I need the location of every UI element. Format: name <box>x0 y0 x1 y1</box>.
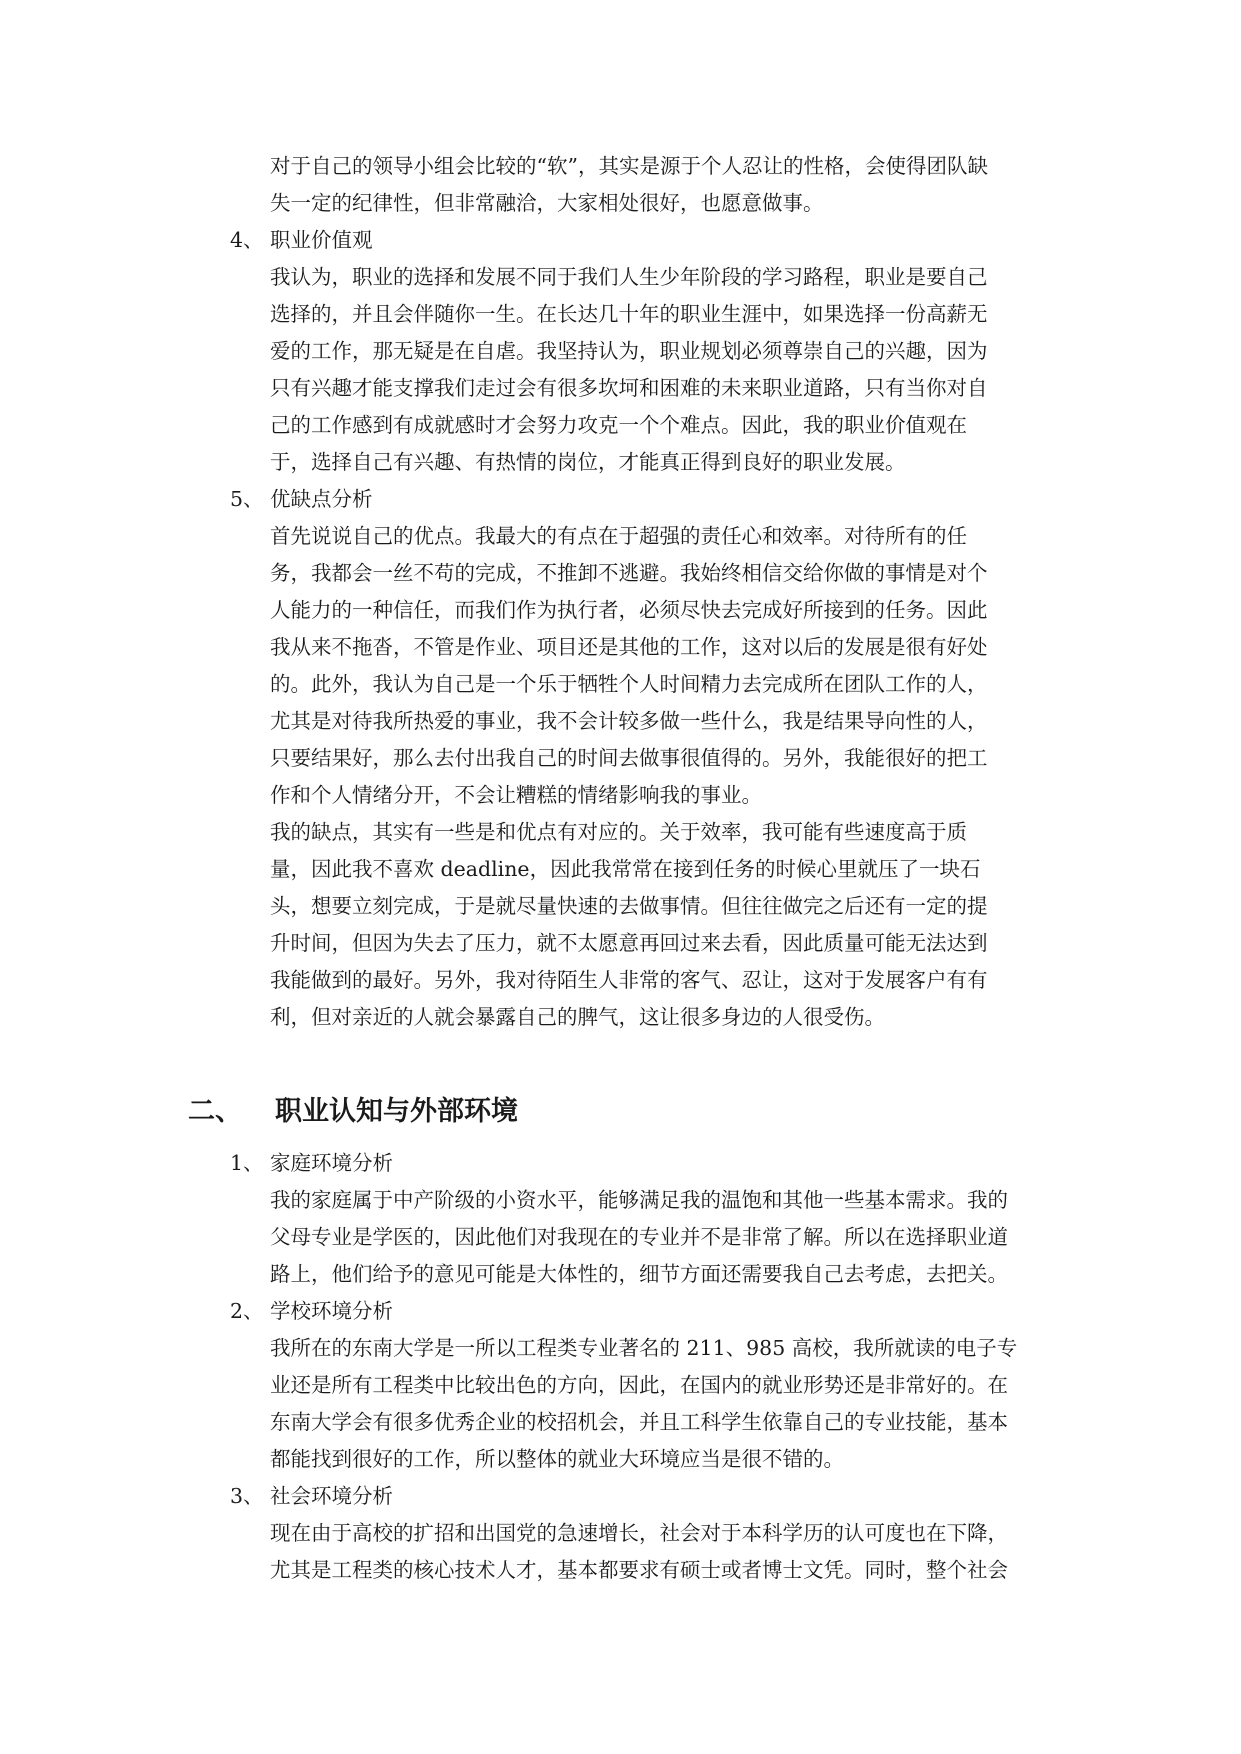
paragraph-line: 东南大学会有很多优秀企业的校招机会，并且工科学生依靠自己的专业技能，基本 <box>270 1410 1008 1434</box>
paragraph-line: 只有兴趣才能支撑我们走过会有很多坎坷和困难的未来职业道路，只有当你对自 <box>270 376 988 400</box>
paragraph-line: 我能做到的最好。另外，我对待陌生人非常的客气、忍让，这对于发展客户有有 <box>270 968 988 992</box>
section-heading: 职业认知与外部环境 <box>275 1096 518 1127</box>
paragraph-line: 父母专业是学医的，因此他们对我现在的专业并不是非常了解。所以在选择职业道 <box>270 1225 1008 1249</box>
item-heading: 学校环境分析 <box>270 1299 393 1323</box>
paragraph-line: 爱的工作，那无疑是在自虐。我坚持认为，职业规划必须尊崇自己的兴趣，因为 <box>270 339 988 363</box>
list-number: 4、 <box>230 228 264 252</box>
paragraph-line: 升时间，但因为失去了压力，就不太愿意再回过来去看，因此质量可能无法达到 <box>270 931 988 955</box>
paragraph-line: 对于自己的领导小组会比较的“软”，其实是源于个人忍让的性格，会使得团队缺 <box>270 154 988 178</box>
paragraph-line: 利，但对亲近的人就会暴露自己的脾气，这让很多身边的人很受伤。 <box>270 1005 885 1029</box>
paragraph-line: 失一定的纪律性，但非常融洽，大家相处很好，也愿意做事。 <box>270 191 824 215</box>
paragraph-line: 尤其是工程类的核心技术人才，基本都要求有硕士或者博士文凭。同时，整个社会 <box>270 1558 1008 1582</box>
paragraph-line: 都能找到很好的工作，所以整体的就业大环境应当是很不错的。 <box>270 1447 844 1471</box>
list-number: 5、 <box>230 487 264 511</box>
paragraph-line: 量，因此我不喜欢 deadline，因此我常常在接到任务的时候心里就压了一块石 <box>270 857 981 881</box>
item-heading: 职业价值观 <box>270 228 373 252</box>
paragraph-line: 只要结果好，那么去付出我自己的时间去做事很值得的。另外，我能很好的把工 <box>270 746 988 770</box>
list-number: 3、 <box>230 1484 264 1508</box>
list-number: 2、 <box>230 1299 264 1323</box>
paragraph-line: 现在由于高校的扩招和出国党的急速增长，社会对于本科学历的认可度也在下降， <box>270 1521 1008 1545</box>
paragraph-line: 己的工作感到有成就感时才会努力攻克一个个难点。因此，我的职业价值观在 <box>270 413 967 437</box>
item-heading: 社会环境分析 <box>270 1484 393 1508</box>
item-heading: 优缺点分析 <box>270 487 373 511</box>
paragraph-line: 务，我都会一丝不苟的完成，不推卸不逃避。我始终相信交给你做的事情是对个 <box>270 561 988 585</box>
item-heading: 家庭环境分析 <box>270 1151 393 1175</box>
paragraph-line: 人能力的一种信任，而我们作为执行者，必须尽快去完成好所接到的任务。因此 <box>270 598 988 622</box>
paragraph-line: 首先说说自己的优点。我最大的有点在于超强的责任心和效率。对待所有的任 <box>270 524 967 548</box>
paragraph-line: 我认为，职业的选择和发展不同于我们人生少年阶段的学习路程，职业是要自己 <box>270 265 988 289</box>
paragraph-line: 的。此外，我认为自己是一个乐于牺牲个人时间精力去完成所在团队工作的人， <box>270 672 988 696</box>
paragraph-line: 我所在的东南大学是一所以工程类专业著名的 211、985 高校，我所就读的电子专 <box>270 1336 1018 1360</box>
paragraph-line: 作和个人情绪分开，不会让糟糕的情绪影响我的事业。 <box>270 783 762 807</box>
paragraph-line: 业还是所有工程类中比较出色的方向，因此，在国内的就业形势还是非常好的。在 <box>270 1373 1008 1397</box>
paragraph-line: 尤其是对待我所热爱的事业，我不会计较多做一些什么，我是结果导向性的人， <box>270 709 988 733</box>
paragraph-line: 我的缺点，其实有一些是和优点有对应的。关于效率，我可能有些速度高于质 <box>270 820 967 844</box>
paragraph-line: 于，选择自己有兴趣、有热情的岗位，才能真正得到良好的职业发展。 <box>270 450 906 474</box>
paragraph-line: 路上，他们给予的意见可能是大体性的，细节方面还需要我自己去考虑，去把关。 <box>270 1262 1008 1286</box>
paragraph-line: 我从来不拖沓，不管是作业、项目还是其他的工作，这对以后的发展是很有好处 <box>270 635 988 659</box>
paragraph-line: 头，想要立刻完成，于是就尽量快速的去做事情。但往往做完之后还有一定的提 <box>270 894 988 918</box>
paragraph-line: 我的家庭属于中产阶级的小资水平，能够满足我的温饱和其他一些基本需求。我的 <box>270 1188 1008 1212</box>
list-number: 1、 <box>230 1151 264 1175</box>
section-number: 二、 <box>188 1096 242 1127</box>
paragraph-line: 选择的，并且会伴随你一生。在长达几十年的职业生涯中，如果选择一份高薪无 <box>270 302 988 326</box>
